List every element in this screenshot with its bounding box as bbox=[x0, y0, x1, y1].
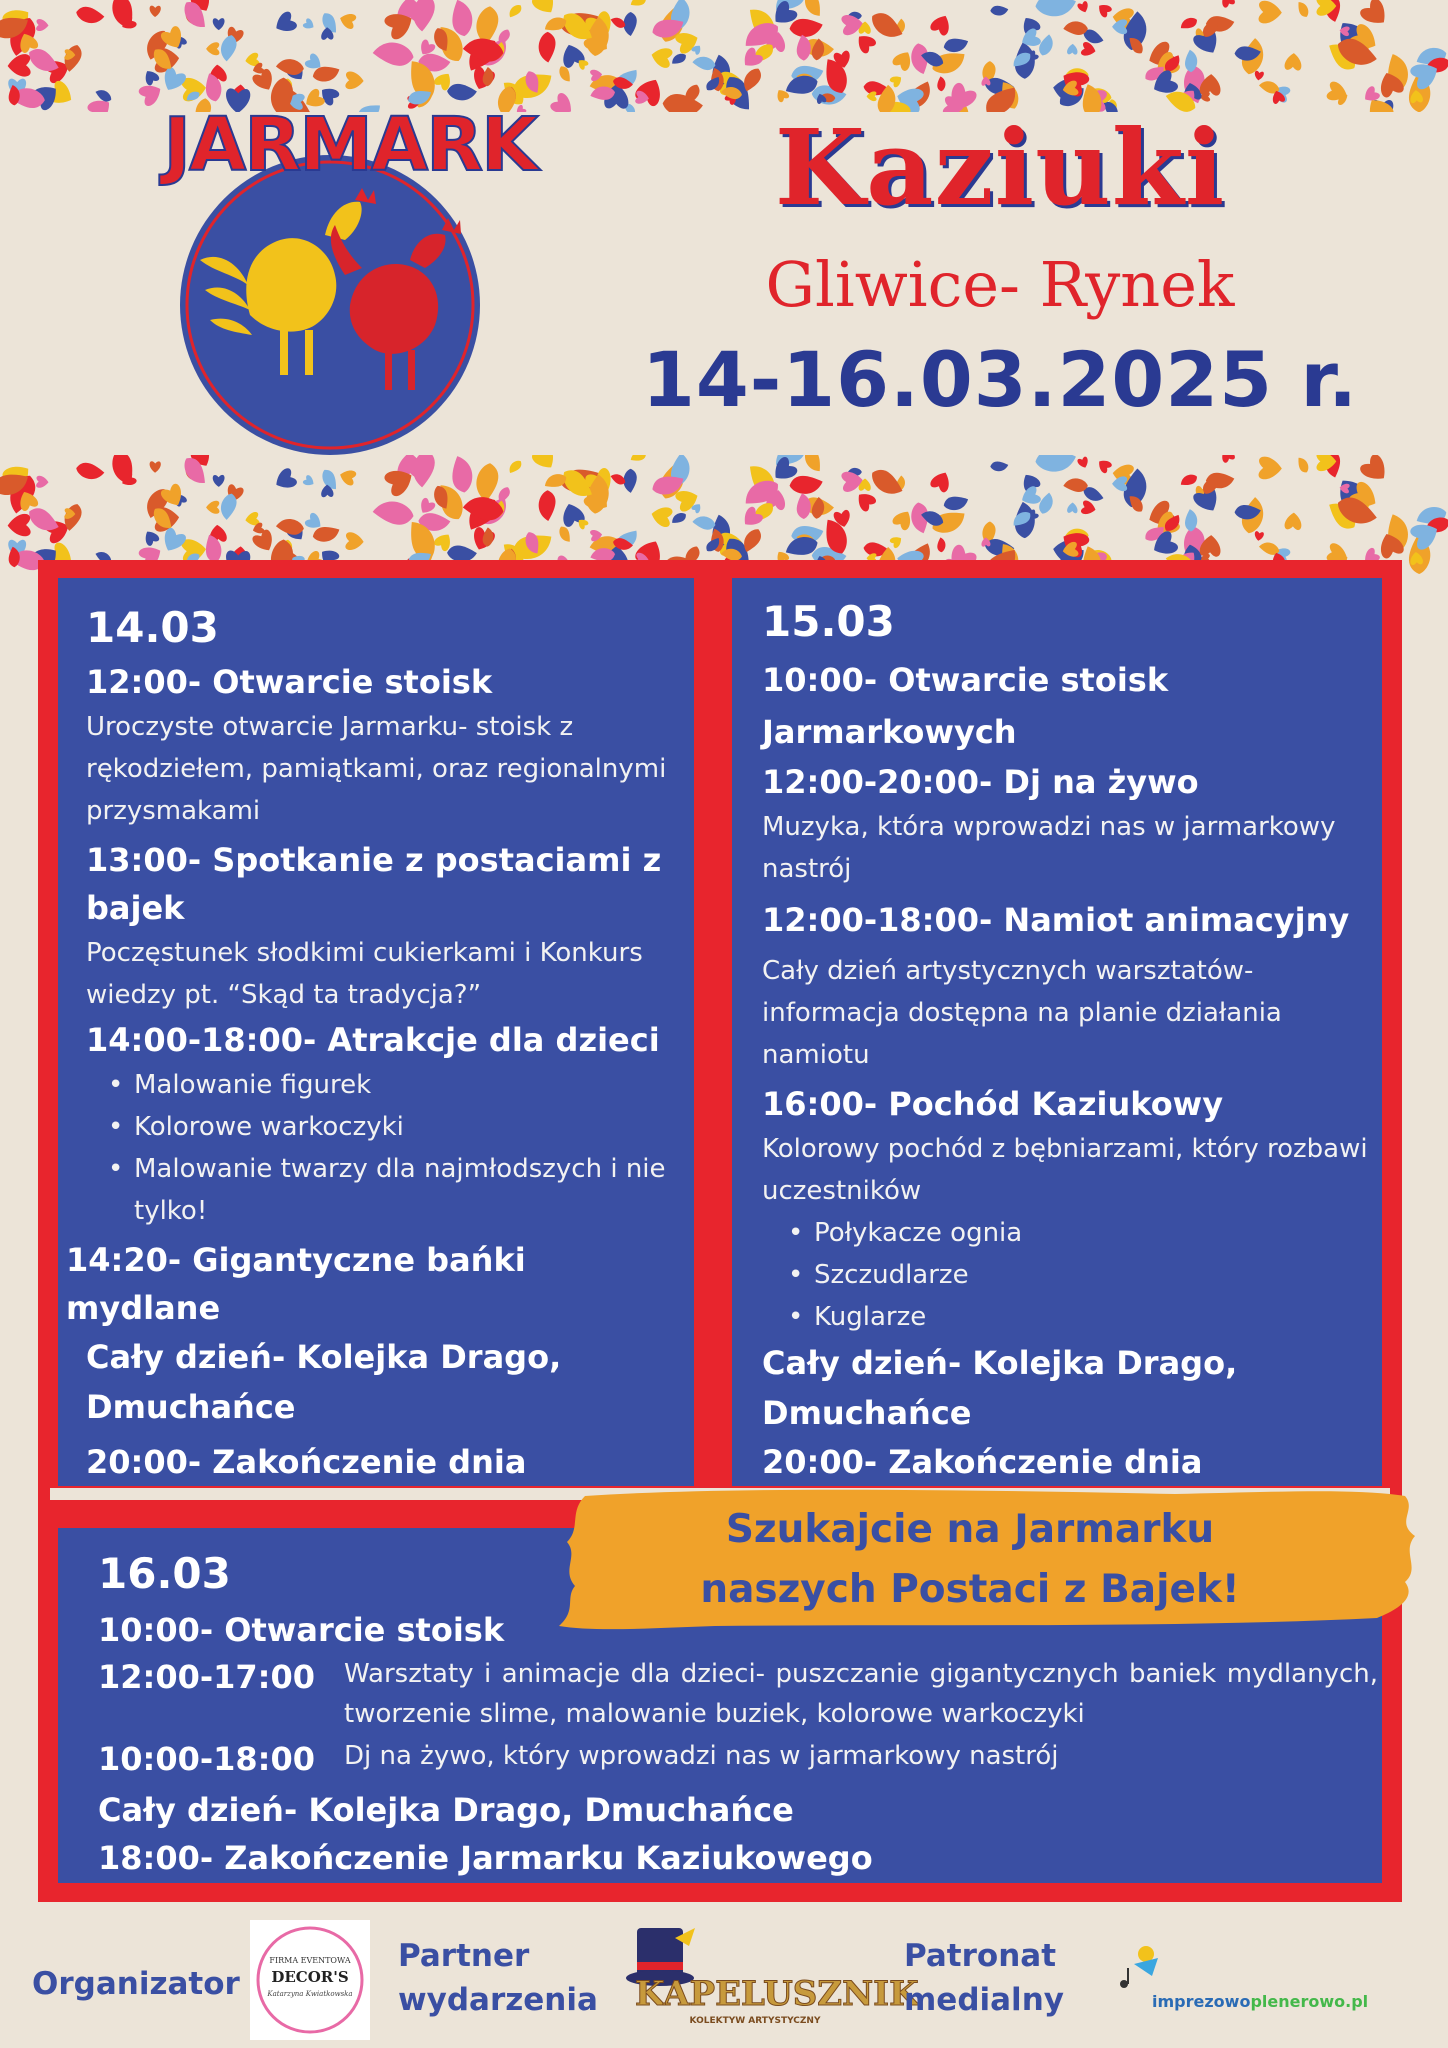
pattern-motif bbox=[107, 0, 139, 32]
event-title: 18:00- Zakończenie Jarmarku Kaziukowego bbox=[98, 1839, 873, 1877]
partner-label-line: Partner bbox=[398, 1938, 530, 1974]
impre-logo-part2: plenerowo.pl bbox=[1250, 1992, 1369, 2011]
day-date: 14.03 bbox=[86, 603, 219, 652]
event-title: 10:00- Otwarcie stoisk Jarmarkowych bbox=[762, 661, 1169, 751]
partner-label bbox=[398, 1934, 598, 2022]
pattern-motif bbox=[482, 527, 493, 547]
pattern-motif bbox=[1077, 456, 1090, 469]
event-description: Kolorowy pochód z bębniarzami, który rozbawi uczestników bbox=[762, 1134, 1368, 1206]
jarmark-logo-text: JARMARK bbox=[163, 102, 537, 188]
day-panel-15-03 bbox=[732, 578, 1382, 1486]
kapelusznik-logo-sub: KOLEKTYW ARTYSTYCZNY bbox=[689, 2016, 821, 2026]
pattern-motif bbox=[36, 19, 49, 32]
pattern-motif bbox=[1034, 455, 1077, 474]
pattern-motif bbox=[929, 12, 954, 37]
pattern-motif bbox=[7, 514, 31, 537]
pattern-motif bbox=[853, 30, 877, 54]
day-panel-14-03 bbox=[58, 578, 694, 1486]
pattern-motif bbox=[1080, 41, 1097, 58]
pattern-motif bbox=[1178, 472, 1199, 489]
pattern-motif bbox=[506, 2, 523, 20]
patron-label-line: medialny bbox=[904, 1982, 1064, 2018]
pattern-motif bbox=[149, 6, 160, 18]
event-title: 13:00- Spotkanie z postaciami z bajek bbox=[86, 841, 662, 927]
pattern-motif bbox=[929, 469, 954, 494]
event-description: Muzyka, która wprowadzi nas w jarmarkowy nastrój bbox=[762, 812, 1336, 884]
pattern-motif bbox=[853, 489, 877, 513]
pattern-motif bbox=[272, 467, 299, 494]
pattern-motif bbox=[942, 493, 970, 512]
pattern-motif bbox=[1219, 0, 1236, 8]
event-description: Uroczyste otwarcie Jarmarku- stoisk z rękodziełem, pamiątkami, oraz regionalnymi przysmakami bbox=[86, 712, 667, 826]
pattern-motif bbox=[206, 501, 220, 514]
pattern-motif bbox=[345, 532, 364, 551]
event-title: Cały dzień- Kolejka Drago, Dmuchańce bbox=[762, 1344, 1238, 1432]
schedule-row bbox=[98, 1736, 1378, 1782]
event-title: 20:00- Zakończenie dnia bbox=[762, 1443, 1203, 1481]
pattern-motif bbox=[649, 45, 673, 69]
pattern-motif bbox=[1067, 44, 1078, 55]
pattern-motif bbox=[692, 55, 717, 71]
pattern-motif bbox=[149, 461, 160, 473]
list-item: • Malowanie figurek bbox=[134, 1064, 686, 1106]
pattern-motif bbox=[213, 18, 225, 30]
decors-logo-main: DECOR'S bbox=[271, 1968, 349, 1986]
pattern-motif bbox=[1254, 71, 1264, 82]
pattern-motif bbox=[482, 67, 493, 87]
event-title: 10:00- Otwarcie stoisk bbox=[98, 1611, 505, 1649]
event-dates: 14-16.03.2025 r. bbox=[641, 335, 1359, 424]
pattern-motif bbox=[629, 0, 648, 9]
pattern-motif bbox=[1095, 1, 1113, 19]
banner-line: naszych Postaci z Bajek! bbox=[700, 1567, 1240, 1612]
patron-label-line: Patronat bbox=[904, 1938, 1057, 1974]
pattern-motif bbox=[692, 515, 717, 531]
impre-logo-text bbox=[1152, 1992, 1368, 2011]
event-title: Cały dzień- Kolejka Drago, Dmuchańce bbox=[98, 1791, 794, 1829]
pattern-motif bbox=[1284, 53, 1302, 71]
event-title: 14:00-18:00- Atrakcje dla dzieci bbox=[86, 1021, 660, 1059]
event-title: 12:00-20:00- Dj na żywo bbox=[762, 763, 1199, 801]
pattern-motif bbox=[801, 0, 826, 20]
pattern-motif bbox=[1037, 491, 1055, 516]
event-location: Gliwice- Rynek bbox=[765, 248, 1235, 321]
pattern-motif bbox=[36, 476, 49, 489]
event-description: Dj na żywo, który wprowadzi nas w jarmarkowy nastrój bbox=[344, 1741, 1059, 1771]
pattern-motif bbox=[538, 32, 555, 63]
pattern-motif bbox=[990, 5, 1009, 16]
pattern-motif bbox=[75, 461, 106, 481]
activity-list bbox=[86, 1064, 686, 1232]
pattern-motif bbox=[1295, 455, 1311, 474]
pattern-motif bbox=[990, 460, 1009, 471]
pattern-motif bbox=[474, 462, 499, 503]
event-title: 12:00- Otwarcie stoisk bbox=[86, 663, 493, 701]
pattern-motif bbox=[801, 455, 826, 475]
imprezowoplenerowo-logo bbox=[1112, 1940, 1369, 2030]
pattern-motif bbox=[889, 73, 904, 88]
pattern-motif bbox=[213, 475, 225, 487]
event-title: 16:00- Pochód Kaziukowy bbox=[762, 1085, 1224, 1123]
partner-label-line: wydarzenia bbox=[398, 1982, 598, 2018]
pattern-motif bbox=[629, 455, 648, 464]
pattern-motif bbox=[796, 493, 812, 520]
pattern-motif bbox=[7, 54, 31, 77]
day-date: 16.03 bbox=[98, 1549, 231, 1598]
pattern-motif bbox=[1219, 455, 1236, 464]
pattern-motif bbox=[1080, 500, 1097, 517]
pattern-motif bbox=[623, 12, 636, 36]
pattern-motif bbox=[1063, 478, 1088, 492]
event-title: 20:00- Zakończenie dnia bbox=[86, 1443, 527, 1481]
pattern-motif bbox=[1067, 502, 1078, 513]
parade-list bbox=[762, 1212, 1372, 1338]
pattern-motif bbox=[1063, 21, 1088, 35]
pattern-motif bbox=[937, 76, 946, 91]
pattern-motif bbox=[345, 71, 364, 90]
event-title: 14:20- Gigantyczne bańki mydlane bbox=[66, 1241, 526, 1327]
pattern-motif bbox=[302, 18, 316, 32]
pattern-motif bbox=[530, 0, 559, 18]
pattern-motif bbox=[1034, 0, 1077, 19]
pattern-motif bbox=[302, 474, 316, 488]
pattern-motif bbox=[272, 10, 299, 37]
pattern-motif bbox=[448, 455, 475, 494]
day-date: 15.03 bbox=[762, 597, 895, 646]
pattern-motif bbox=[866, 91, 876, 101]
event-description: Warsztaty i animacje dla dzieci- puszczanie gigantycznych baniek mydlanych, tworzenie slime, malowanie buziek, kolorowe warkoczyki bbox=[344, 1659, 1378, 1729]
event-description: Cały dzień artystycznych warsztatów- informacja dostępna na planie działania namiotu bbox=[762, 956, 1282, 1070]
event-title: Kaziuki bbox=[774, 106, 1226, 229]
folk-pattern-top bbox=[0, 0, 1448, 112]
banner-text bbox=[590, 1500, 1350, 1620]
pattern-motif bbox=[649, 504, 673, 528]
event-title: 12:00-18:00- Namiot animacyjny bbox=[762, 901, 1350, 939]
event-title: Cały dzień- Kolejka Drago, Dmuchańce bbox=[86, 1338, 562, 1426]
pattern-motif bbox=[556, 525, 573, 545]
list-item: • Połykacze ognia bbox=[814, 1212, 1372, 1254]
kapelusznik-logo bbox=[625, 1918, 919, 2038]
event-description: Poczęstunek słodkimi cukierkami i Konkurs wiedzy pt. “Skąd ta tradycja?” bbox=[86, 938, 643, 1010]
pattern-motif bbox=[1254, 531, 1264, 542]
pattern-motif bbox=[1077, 1, 1090, 14]
pattern-motif bbox=[1037, 33, 1055, 58]
pattern-motif bbox=[1258, 1, 1282, 24]
schedule-row bbox=[98, 1654, 1378, 1734]
organizer-label: Organizator bbox=[32, 1966, 240, 2002]
jarmark-logo bbox=[130, 100, 570, 460]
pattern-motif bbox=[937, 537, 946, 552]
pattern-motif bbox=[538, 490, 555, 521]
pattern-motif bbox=[372, 499, 415, 526]
pattern-motif bbox=[1258, 456, 1282, 479]
pattern-motif bbox=[556, 64, 573, 84]
list-item: • Kolorowe warkoczyki bbox=[134, 1106, 686, 1148]
event-time: 10:00-18:00 bbox=[98, 1740, 315, 1778]
music-notes-icon bbox=[1112, 1940, 1172, 2000]
pattern-motif bbox=[506, 458, 523, 476]
pattern-motif bbox=[338, 467, 357, 486]
pattern-motif bbox=[623, 469, 636, 493]
pattern-motif bbox=[1358, 455, 1392, 487]
event-time: 12:00-17:00 bbox=[98, 1658, 315, 1696]
pattern-motif bbox=[75, 5, 106, 25]
pattern-motif bbox=[338, 11, 357, 30]
pattern-motif bbox=[789, 16, 824, 38]
decors-logo-top: FIRMA EVENTOWA bbox=[269, 1956, 351, 1965]
pattern-motif bbox=[1284, 512, 1302, 530]
list-item: • Szczudlarze bbox=[814, 1254, 1372, 1296]
pattern-motif bbox=[206, 42, 220, 55]
decors-logo-sub: Katarzyna Kwiatkowska bbox=[267, 1990, 353, 1998]
banner-line: Szukajcie na Jarmarku bbox=[725, 1507, 1215, 1552]
folk-pattern-middle bbox=[0, 455, 1448, 575]
pattern-motif bbox=[789, 473, 824, 495]
pattern-motif bbox=[1295, 0, 1311, 19]
pattern-motif bbox=[1178, 15, 1199, 32]
pattern-motif bbox=[1095, 457, 1113, 475]
pattern-motif bbox=[372, 41, 415, 68]
kapelusznik-logo-text: KAPELUSZNIK bbox=[635, 1974, 919, 2014]
list-item: • Kuglarze bbox=[814, 1296, 1372, 1338]
pattern-motif bbox=[889, 534, 904, 549]
pattern-motif bbox=[796, 34, 812, 61]
pattern-motif bbox=[942, 35, 970, 54]
media-patron-label bbox=[904, 1934, 1064, 2022]
list-item: • Malowanie twarzy dla najmłodszych i nie tylko! bbox=[134, 1148, 686, 1232]
decors-logo bbox=[250, 1920, 370, 2040]
impre-logo-part1: imprezowo bbox=[1152, 1992, 1251, 2011]
pattern-motif bbox=[447, 84, 477, 101]
